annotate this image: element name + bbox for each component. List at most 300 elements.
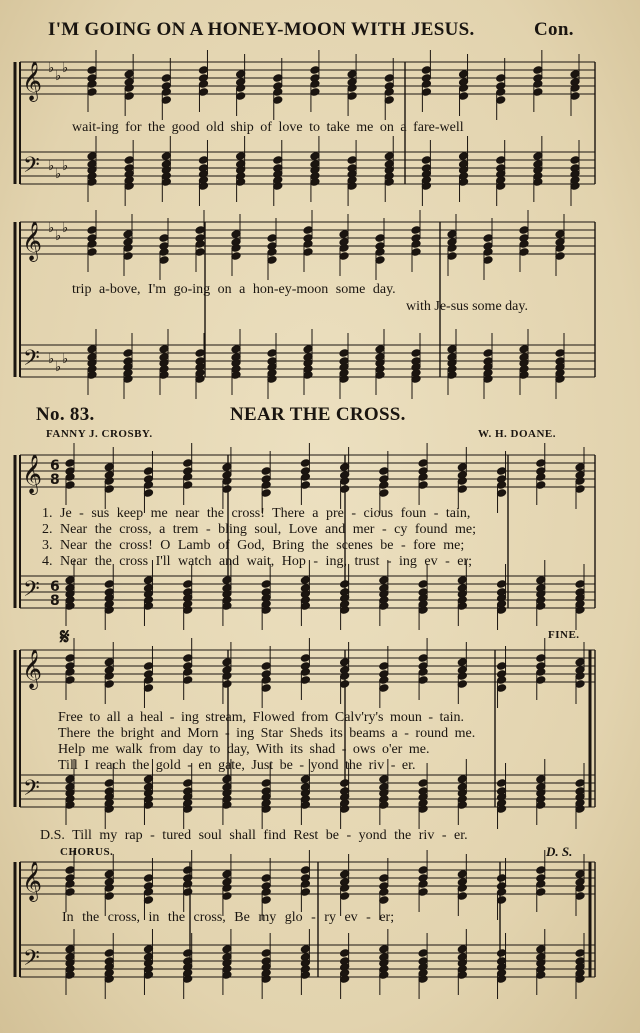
note-head: [310, 80, 320, 89]
note-head: [457, 945, 467, 954]
note-head: [497, 489, 507, 498]
note-head: [497, 467, 507, 476]
note-head: [222, 971, 232, 980]
note-head: [457, 680, 467, 689]
note-head: [447, 371, 457, 380]
note-head: [65, 654, 75, 663]
note-head: [536, 971, 546, 980]
note-head: [267, 256, 277, 265]
note-head: [418, 888, 428, 897]
note-head: [347, 84, 357, 93]
note-head: [533, 152, 543, 161]
note-head: [183, 606, 193, 615]
key-signature-icon: ♭: [48, 159, 55, 174]
note-head: [379, 676, 389, 685]
note-head: [519, 371, 529, 380]
note-head: [533, 66, 543, 75]
note-head: [222, 672, 232, 681]
clef-icon: 𝄞: [22, 454, 43, 494]
note-head: [536, 945, 546, 954]
note-head: [418, 473, 428, 482]
note-head: [236, 84, 246, 93]
note-head: [195, 240, 205, 249]
ds-marker: D. S.: [546, 844, 573, 859]
note-head: [183, 459, 193, 468]
note-head: [457, 576, 467, 585]
chorus-lyric-line: In the cross, in the cross, Be my glo - ry ev - er;: [62, 910, 395, 925]
note-head: [198, 182, 208, 191]
clef-icon: 𝄞: [22, 861, 43, 901]
note-head: [536, 576, 546, 585]
note-head: [65, 866, 75, 875]
key-signature-icon: ♭: [55, 69, 62, 84]
note-head: [161, 88, 171, 97]
note-head: [104, 477, 114, 486]
note-head: [143, 576, 153, 585]
note-head: [497, 580, 507, 589]
note-head: [496, 156, 506, 165]
note-head: [575, 463, 585, 472]
note-head: [570, 70, 580, 79]
note-head: [339, 375, 349, 384]
note-head: [303, 240, 313, 249]
note-head: [87, 152, 97, 161]
note-head: [236, 152, 246, 161]
note-head: [457, 658, 467, 667]
note-head: [496, 74, 506, 83]
note-head: [300, 945, 310, 954]
note-head: [300, 602, 310, 611]
note-head: [483, 234, 493, 243]
note-head: [261, 874, 271, 883]
note-head: [375, 371, 385, 380]
note-head: [261, 684, 271, 693]
note-head: [496, 182, 506, 191]
note-head: [447, 345, 457, 354]
note-head: [379, 481, 389, 490]
note-head: [497, 676, 507, 685]
note-head: [310, 152, 320, 161]
stanza-line: 3. Near the cross! O Lamb of God, Bring the scenes be - fore me;: [42, 538, 465, 553]
note-head: [483, 349, 493, 358]
note-head: [379, 888, 389, 897]
note-head: [124, 156, 134, 165]
note-head: [497, 481, 507, 490]
clef-icon: 𝄢: [23, 346, 40, 376]
note-head: [183, 668, 193, 677]
note-head: [124, 84, 134, 93]
note-head: [261, 467, 271, 476]
note-head: [236, 178, 246, 187]
note-head: [300, 676, 310, 685]
note-head: [310, 66, 320, 75]
note-head: [65, 676, 75, 685]
note-head: [261, 805, 271, 814]
note-head: [570, 92, 580, 101]
note-head: [143, 775, 153, 784]
note-head: [273, 96, 283, 105]
stanza-line: There the bright and Morn - ing Star Sheds its beams a - round me.: [58, 726, 476, 741]
note-head: [300, 576, 310, 585]
clef-icon: 𝄢: [23, 776, 40, 806]
note-head: [65, 473, 75, 482]
note-head: [555, 252, 565, 261]
note-head: [519, 240, 529, 249]
note-head: [87, 66, 97, 75]
note-head: [519, 248, 529, 257]
note-head: [65, 880, 75, 889]
note-head: [104, 975, 114, 984]
note-head: [339, 244, 349, 253]
note-head: [231, 252, 241, 261]
note-head: [457, 971, 467, 980]
note-head: [575, 580, 585, 589]
note-head: [124, 92, 134, 101]
note-head: [65, 668, 75, 677]
note-head: [379, 489, 389, 498]
note-head: [418, 880, 428, 889]
note-head: [536, 888, 546, 897]
note-head: [198, 66, 208, 75]
hymn-title: NEAR THE CROSS.: [230, 404, 406, 425]
note-head: [183, 888, 193, 897]
note-head: [339, 349, 349, 358]
note-head: [536, 880, 546, 889]
note-head: [143, 676, 153, 685]
note-head: [261, 580, 271, 589]
note-head: [575, 949, 585, 958]
note-head: [87, 248, 97, 257]
note-head: [575, 884, 585, 893]
note-head: [231, 371, 241, 380]
note-head: [555, 349, 565, 358]
note-head: [418, 866, 428, 875]
note-head: [418, 676, 428, 685]
note-head: [143, 945, 153, 954]
note-head: [375, 345, 385, 354]
note-head: [222, 884, 232, 893]
note-head: [222, 801, 232, 810]
note-head: [379, 945, 389, 954]
key-signature-icon: ♭: [62, 61, 69, 76]
note-head: [303, 345, 313, 354]
note-head: [161, 74, 171, 83]
note-head: [104, 463, 114, 472]
time-signature: 6: [50, 458, 60, 474]
note-head: [575, 805, 585, 814]
note-head: [124, 182, 134, 191]
note-head: [536, 459, 546, 468]
note-head: [65, 945, 75, 954]
note-head: [570, 84, 580, 93]
note-head: [123, 349, 133, 358]
note-head: [459, 92, 469, 101]
note-head: [222, 602, 232, 611]
note-head: [198, 156, 208, 165]
note-head: [87, 371, 97, 380]
note-head: [300, 473, 310, 482]
note-head: [300, 971, 310, 980]
note-head: [555, 230, 565, 239]
note-head: [421, 156, 431, 165]
note-head: [222, 485, 232, 494]
note-head: [143, 662, 153, 671]
note-head: [104, 485, 114, 494]
note-head: [65, 481, 75, 490]
note-head: [236, 92, 246, 101]
note-head: [457, 463, 467, 472]
note-head: [65, 801, 75, 810]
note-head: [87, 240, 97, 249]
clef-icon: 𝄢: [23, 577, 40, 607]
continued-label: Con.: [534, 19, 574, 40]
note-head: [447, 244, 457, 253]
stanza-line: 4. Near the cross I'll watch and wait, Hop - ing, trust - ing ev - er;: [42, 554, 473, 569]
note-head: [161, 96, 171, 105]
note-head: [347, 92, 357, 101]
note-head: [303, 248, 313, 257]
note-head: [418, 779, 428, 788]
note-head: [183, 676, 193, 685]
note-head: [457, 477, 467, 486]
note-head: [222, 870, 232, 879]
note-head: [379, 896, 389, 905]
note-head: [497, 684, 507, 693]
note-head: [421, 80, 431, 89]
note-head: [497, 779, 507, 788]
note-head: [340, 975, 350, 984]
note-head: [533, 80, 543, 89]
note-head: [379, 775, 389, 784]
note-head: [339, 230, 349, 239]
key-signature-icon: ♭: [62, 352, 69, 367]
note-head: [421, 66, 431, 75]
note-head: [222, 680, 232, 689]
note-head: [123, 230, 133, 239]
note-head: [261, 481, 271, 490]
note-head: [379, 874, 389, 883]
note-head: [65, 971, 75, 980]
note-head: [104, 580, 114, 589]
note-head: [183, 866, 193, 875]
segno-sign: 𝄋: [60, 624, 70, 649]
note-head: [457, 672, 467, 681]
note-head: [340, 949, 350, 958]
note-head: [457, 892, 467, 901]
note-head: [65, 775, 75, 784]
note-head: [411, 375, 421, 384]
note-head: [575, 485, 585, 494]
note-head: [159, 248, 169, 257]
note-head: [497, 874, 507, 883]
note-head: [384, 74, 394, 83]
note-head: [497, 662, 507, 671]
note-head: [379, 801, 389, 810]
note-head: [536, 668, 546, 677]
note-head: [65, 602, 75, 611]
note-head: [143, 971, 153, 980]
note-head: [159, 234, 169, 243]
note-head: [222, 463, 232, 472]
note-head: [300, 654, 310, 663]
key-signature-icon: ♭: [55, 229, 62, 244]
note-head: [536, 676, 546, 685]
note-head: [536, 866, 546, 875]
note-head: [87, 178, 97, 187]
note-head: [236, 70, 246, 79]
note-head: [183, 975, 193, 984]
note-head: [457, 602, 467, 611]
note-head: [483, 248, 493, 257]
note-head: [300, 801, 310, 810]
note-head: [198, 88, 208, 97]
note-head: [195, 248, 205, 257]
note-head: [459, 84, 469, 93]
note-head: [339, 252, 349, 261]
note-head: [104, 949, 114, 958]
note-head: [267, 349, 277, 358]
song-title: I'M GOING ON A HONEY-MOON WITH JESUS.: [48, 19, 475, 40]
note-head: [300, 775, 310, 784]
note-head: [575, 892, 585, 901]
note-head: [65, 888, 75, 897]
note-head: [87, 88, 97, 97]
note-head: [483, 375, 493, 384]
note-head: [411, 240, 421, 249]
note-head: [497, 949, 507, 958]
note-head: [457, 801, 467, 810]
chorus-label: CHORUS.: [60, 846, 114, 858]
note-head: [379, 467, 389, 476]
note-head: [418, 580, 428, 589]
note-head: [497, 896, 507, 905]
time-signature: 6: [50, 579, 60, 595]
note-head: [384, 88, 394, 97]
stanza-line: 1. Je - sus keep me near the cross! There a pre - cious foun - tain,: [42, 506, 471, 521]
note-head: [143, 888, 153, 897]
note-head: [447, 230, 457, 239]
note-head: [447, 252, 457, 261]
note-head: [143, 874, 153, 883]
note-head: [87, 226, 97, 235]
stanza-line: Help me walk from day to day, With its shad - ows o'er me.: [58, 742, 430, 757]
note-head: [222, 658, 232, 667]
note-head: [267, 248, 277, 257]
note-head: [159, 371, 169, 380]
note-head: [496, 88, 506, 97]
note-head: [570, 156, 580, 165]
note-head: [222, 775, 232, 784]
note-head: [143, 684, 153, 693]
note-head: [375, 234, 385, 243]
note-head: [418, 805, 428, 814]
note-head: [497, 606, 507, 615]
note-head: [183, 580, 193, 589]
note-head: [497, 888, 507, 897]
note-head: [261, 896, 271, 905]
note-head: [536, 654, 546, 663]
note-head: [300, 481, 310, 490]
note-head: [421, 88, 431, 97]
note-head: [536, 602, 546, 611]
note-head: [261, 662, 271, 671]
note-head: [104, 870, 114, 879]
note-head: [183, 880, 193, 889]
note-head: [198, 80, 208, 89]
stanza-line: Free to all a heal - ing stream, Flowed from Calv'ry's moun - tain.: [58, 710, 465, 725]
note-head: [104, 779, 114, 788]
note-head: [533, 178, 543, 187]
note-head: [303, 226, 313, 235]
note-head: [273, 182, 283, 191]
clef-icon: 𝄞: [22, 221, 43, 261]
note-head: [143, 489, 153, 498]
note-head: [533, 88, 543, 97]
key-signature-icon: ♭: [48, 61, 55, 76]
note-head: [300, 459, 310, 468]
key-signature-icon: ♭: [48, 221, 55, 236]
note-head: [497, 805, 507, 814]
note-head: [519, 345, 529, 354]
note-head: [104, 805, 114, 814]
note-head: [575, 672, 585, 681]
note-head: [267, 375, 277, 384]
note-head: [457, 870, 467, 879]
note-head: [65, 576, 75, 585]
note-head: [124, 70, 134, 79]
note-head: [411, 226, 421, 235]
note-head: [457, 485, 467, 494]
note-head: [379, 662, 389, 671]
note-head: [457, 884, 467, 893]
note-head: [104, 680, 114, 689]
note-head: [104, 658, 114, 667]
note-head: [123, 244, 133, 253]
note-head: [231, 244, 241, 253]
note-head: [497, 975, 507, 984]
hymn-number: No. 83.: [36, 404, 95, 425]
note-head: [575, 680, 585, 689]
note-head: [300, 880, 310, 889]
note-head: [575, 477, 585, 486]
note-head: [104, 884, 114, 893]
note-head: [418, 481, 428, 490]
note-head: [104, 606, 114, 615]
key-signature-icon: ♭: [55, 360, 62, 375]
note-head: [183, 654, 193, 663]
note-head: [195, 375, 205, 384]
note-head: [300, 888, 310, 897]
stanza-line: 2. Near the cross, a trem - bling soul, Love and mer - cy found me;: [42, 522, 477, 537]
note-head: [143, 602, 153, 611]
clef-icon: 𝄞: [22, 649, 43, 689]
key-signature-icon: ♭: [55, 167, 62, 182]
note-head: [421, 182, 431, 191]
note-head: [418, 975, 428, 984]
note-head: [575, 975, 585, 984]
note-head: [261, 975, 271, 984]
note-head: [273, 88, 283, 97]
note-head: [143, 481, 153, 490]
note-head: [411, 349, 421, 358]
key-signature-icon: ♭: [62, 221, 69, 236]
note-head: [87, 345, 97, 354]
key-signature-icon: ♭: [62, 159, 69, 174]
note-head: [379, 576, 389, 585]
note-head: [459, 178, 469, 187]
note-head: [379, 684, 389, 693]
note-head: [536, 801, 546, 810]
